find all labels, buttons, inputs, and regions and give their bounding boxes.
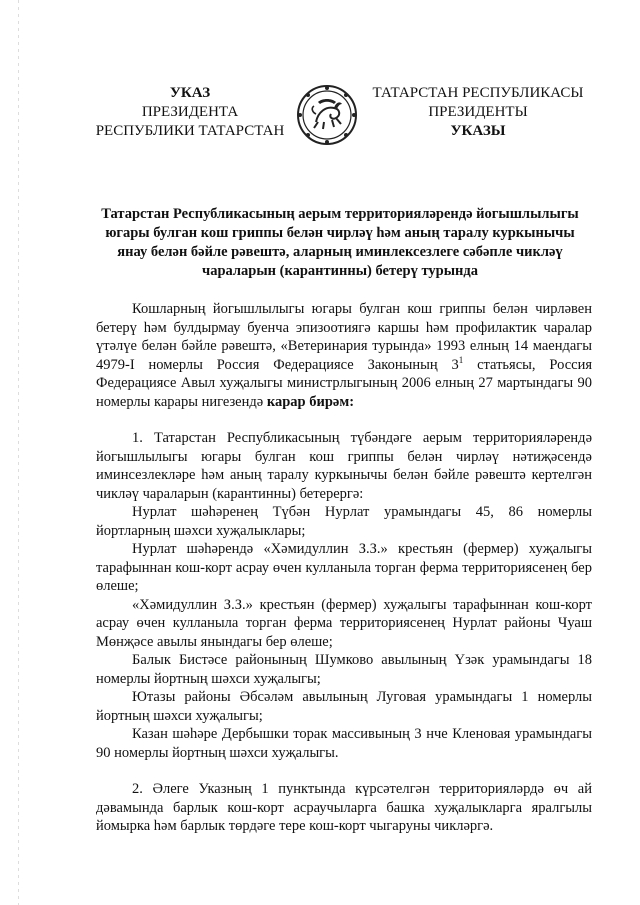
preamble-bold: карар бирәм:	[266, 393, 355, 410]
header-left-line1: УКАЗ	[169, 85, 211, 101]
decree-body	[96, 300, 592, 836]
preamble-text-a: Кошларның йогышлылыгы югары булган кош гриппы белән чирләвен бетерү һәм булдырмау буенча эпизоотиягә каршы һәм профилактик чаралар үтәлүе белән бәйле рәвештә, «Ветеринария турында» 1993 елның 14 маендагы 4979-I номерлы Россия Федерациясе Законының 3	[96, 301, 592, 373]
item-paragraph: Нурлат шәһәрендә «Хәмидуллин З.З.» крестьян (фермер) хуҗалыгы тарафыннан кош-корт асрау өчен кулланыла торган ферма территориясенең бер өлеше;	[96, 541, 592, 594]
header-tatar	[368, 84, 588, 141]
preamble-superscript: 1	[458, 354, 464, 365]
item-paragraph: Нурлат шәһәренең Түбән Нурлат урамындагы 45, 86 номерлы йортларның шәхси хуҗалыклары;	[96, 504, 592, 539]
header-right-line1: ТАТАРСТАН РЕСПУБЛИКАСЫ	[372, 85, 584, 101]
document-header	[0, 84, 640, 144]
item-paragraph: Казан шәһәре Дербышки торак массивының 3 нче Кленовая урамындагы 90 номерлы йортның шәхси хуҗалыгы.	[96, 726, 592, 761]
item-paragraph: 2. Әлеге Указның 1 пунктында күрсәтелгән территорияләрдә өч ай дәвамында барлык кош-корт асраучыларга башка хуҗалыкларга яралгылы йомырка һәм барлык төрдәге тере кош-корт чыгаруны чикләргә.	[96, 781, 592, 834]
header-right-line3: УКАЗЫ	[450, 123, 506, 139]
header-russian	[90, 84, 290, 141]
tatarstan-coat-of-arms-icon	[296, 84, 358, 146]
header-right-line2: ПРЕЗИДЕНТЫ	[428, 104, 528, 120]
item-paragraph: Ютазы районы Әбсәләм авылының Луговая урамындагы 1 номерлы йортның шәхси хуҗалыгы;	[96, 689, 592, 724]
preamble-paragraph	[96, 300, 592, 411]
header-left-line3: РЕСПУБЛИКИ ТАТАРСТАН	[95, 123, 285, 139]
decree-title: Татарстан Республикасының аерым территорияләрендә йогышлылыгы югары булган кош гриппы белән чирләү һәм аның таралу куркынычы янау белән бәйле рәвештә, аларның иминлексезлеге сәбәпле чикләү чараларын (карантинны) бетерү турында	[101, 206, 579, 279]
item-paragraph: Балык Бистәсе районының Шумково авылының Үзәк урамындагы 18 номерлы йортның шәхси хуҗалыгы;	[96, 652, 592, 687]
item-paragraph: 1. Татарстан Республикасының түбәндәге аерым территорияләрендә йогышлылыгы югары булган кош гриппы белән чирләү нәтиҗәсендә иминсезлекләре һәм аның таралу куркынычы белән бәйле рәвештә кертелгән чикләү чараларын (карантинны) бетерергә:	[96, 430, 592, 502]
item-paragraph: «Хәмидуллин З.З.» крестьян (фермер) хуҗалыгы тарафыннан кош-корт асрау өчен кулланыла торган ферма территориясенең Нурлат районы Чуаш Мөнҗәсе авылы янындагы бер өлеше;	[96, 596, 592, 650]
header-left-line2: ПРЕЗИДЕНТА	[141, 104, 239, 120]
preamble-text-b: статьясы, Россия Федерациясе Авыл хуҗалыгы министрлыгының 2006 елның 27 мартындагы 90 номерлы карары нигезендә	[96, 356, 593, 410]
